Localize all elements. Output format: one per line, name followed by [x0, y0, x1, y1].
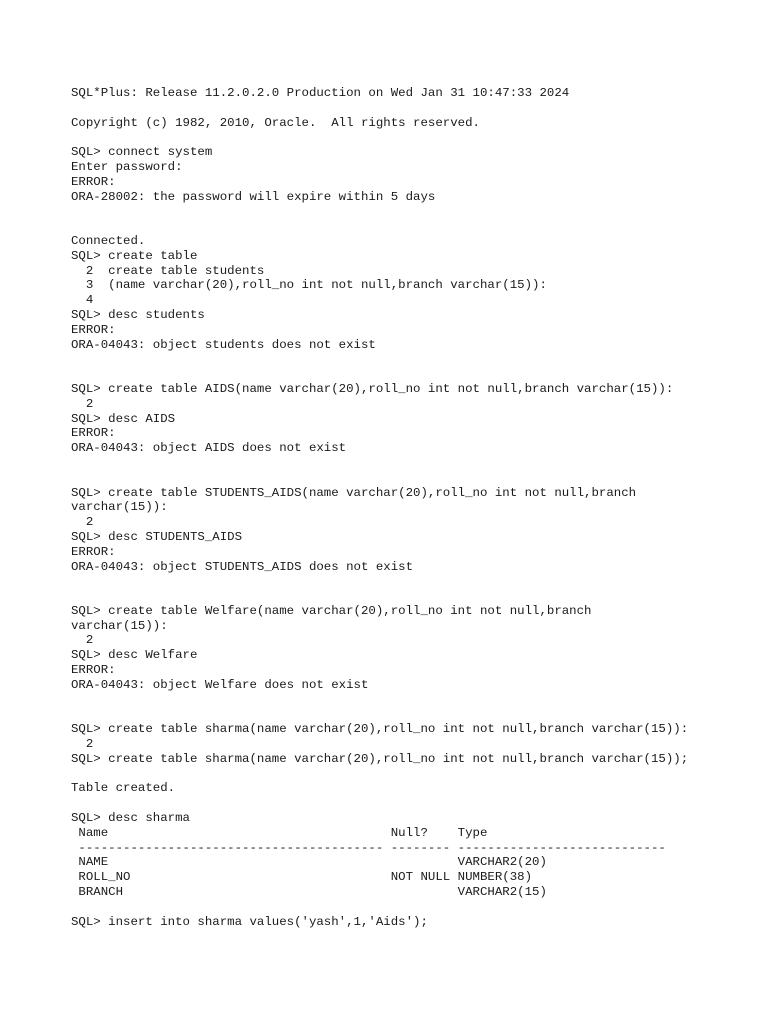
transcript-line: Copyright (c) 1982, 2010, Oracle. All rights reserved.	[71, 115, 480, 130]
transcript-line: ORA-28002: the password will expire within 5 days	[71, 189, 436, 204]
blank-line	[71, 367, 761, 382]
sqlplus-session-transcript	[71, 86, 761, 929]
transcript-line: 2 create table students	[71, 263, 265, 278]
transcript-line: ERROR:	[71, 663, 116, 678]
transcript-line: ORA-04043: object AIDS does not exist	[71, 441, 347, 456]
blank-line	[71, 471, 761, 486]
transcript-line: ROLL_NO NOT NULL NUMBER(38)	[71, 870, 533, 885]
transcript-line: SQL> desc STUDENTS_AIDS	[71, 529, 243, 544]
transcript-line: SQL> create table sharma(name varchar(20),roll_no int not null,branch varchar(15));	[71, 751, 689, 766]
transcript-line: 3 (name varchar(20),roll_no int not null,branch varchar(15)):	[71, 278, 547, 293]
transcript-line: Name Null? Type	[71, 825, 488, 840]
transcript-line: Table created.	[71, 781, 176, 796]
transcript-line: varchar(15)):	[71, 500, 168, 515]
transcript-line: ERROR:	[71, 322, 116, 337]
transcript-line: BRANCH VARCHAR2(15)	[71, 885, 547, 900]
transcript-line: SQL> connect system	[71, 145, 213, 160]
transcript-line: 2	[71, 737, 94, 752]
transcript-line: Connected.	[71, 233, 146, 248]
blank-line	[71, 101, 761, 116]
blank-line	[71, 204, 761, 219]
blank-line	[71, 900, 761, 915]
blank-line	[71, 767, 761, 782]
blank-line	[71, 456, 761, 471]
transcript-line: ----------------------------------------- -------- ----------------------------	[71, 840, 666, 855]
transcript-line: ORA-04043: object STUDENTS_AIDS does not exist	[71, 559, 414, 574]
blank-line	[71, 219, 761, 234]
transcript-line: SQL> create table sharma(name varchar(20),roll_no int not null,branch varchar(15)):	[71, 722, 689, 737]
transcript-line: SQL> insert into sharma values('yash',1,'Aids');	[71, 914, 428, 929]
transcript-line: ORA-04043: object students does not exist	[71, 337, 376, 352]
blank-line	[71, 130, 761, 145]
blank-line	[71, 707, 761, 722]
transcript-line: SQL*Plus: Release 11.2.0.2.0 Production on Wed Jan 31 10:47:33 2024	[71, 86, 570, 100]
transcript-line: 4	[71, 293, 94, 308]
blank-line	[71, 574, 761, 589]
transcript-line: SQL> create table	[71, 248, 198, 263]
transcript-line: 2	[71, 515, 94, 530]
transcript-line: varchar(15)):	[71, 618, 168, 633]
transcript-line: SQL> create table STUDENTS_AIDS(name varchar(20),roll_no int not null,branch	[71, 485, 637, 500]
blank-line	[71, 589, 761, 604]
transcript-line: ORA-04043: object Welfare does not exist	[71, 677, 369, 692]
blank-line	[71, 693, 761, 708]
blank-line	[71, 352, 761, 367]
transcript-line: SQL> desc Welfare	[71, 648, 198, 663]
transcript-line: SQL> desc sharma	[71, 811, 190, 826]
transcript-line: SQL> desc AIDS	[71, 411, 176, 426]
transcript-line: 2	[71, 633, 94, 648]
transcript-line: ERROR:	[71, 544, 116, 559]
transcript-line: SQL> create table Welfare(name varchar(20),roll_no int not null,branch	[71, 603, 592, 618]
transcript-line: ERROR:	[71, 426, 116, 441]
transcript-line: NAME VARCHAR2(20)	[71, 855, 547, 870]
transcript-line: 2	[71, 396, 94, 411]
transcript-line: Enter password:	[71, 159, 183, 174]
transcript-line: SQL> create table AIDS(name varchar(20),roll_no int not null,branch varchar(15)):	[71, 381, 674, 396]
transcript-line: ERROR:	[71, 174, 116, 189]
transcript-line: SQL> desc students	[71, 307, 205, 322]
blank-line	[71, 796, 761, 811]
